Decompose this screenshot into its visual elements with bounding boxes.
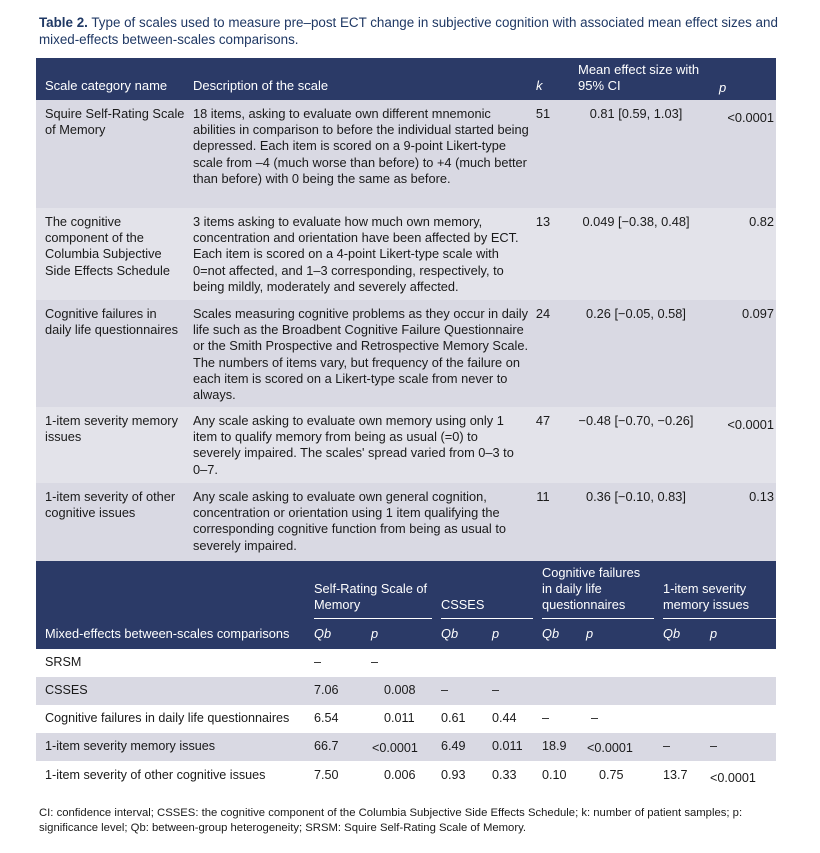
cell-value: 6.54 — [314, 711, 339, 725]
group-header-srsm: Self-Rating Scale of Memory — [314, 581, 428, 612]
cell-value: 0.006 — [384, 768, 416, 782]
scale-k: 24 — [535, 306, 551, 321]
header-effect-size: Mean effect size with 95% CI — [578, 62, 700, 93]
cell-value: 0.10 — [542, 768, 567, 782]
header-k: k — [536, 78, 543, 93]
table-row — [36, 761, 776, 789]
scale-name: The cognitive component of the Columbia Subjective Side Effects Schedule — [45, 214, 170, 278]
cell-value: – — [591, 711, 599, 725]
cell-value: – — [710, 739, 718, 753]
cell-value: 0.44 — [492, 711, 517, 725]
comparison-label: 1-item severity of other cognitive issues — [45, 768, 266, 782]
subheader-qb: Qb — [441, 626, 459, 641]
scale-description: Scales measuring cognitive problems as they occur in daily life such as the Broadbent Cognitive Failure Questionnaire or the Smith Prospective and Retrospective Memory Scale. The numbers of items vary, but frequency of the failure on each item is scored on a Likert-type scale from never to always. — [193, 306, 529, 403]
caption-label: Table 2. — [39, 15, 88, 30]
cell-value: 0.33 — [492, 768, 517, 782]
scale-description: Any scale asking to evaluate own memory using only 1 item to qualify memory from being as usual (=0) to severely impaired. The scales' spread varied from 0–3 to 0–7. — [193, 413, 514, 477]
table-row — [36, 407, 776, 483]
cell-value: – — [542, 711, 550, 725]
table-row — [36, 733, 776, 761]
group-underline — [663, 618, 776, 619]
scale-k: 47 — [535, 413, 551, 428]
scale-name: 1-item severity of other cognitive issues — [45, 489, 176, 521]
table-row — [36, 208, 776, 300]
group-header-cfq: Cognitive failures in daily life questionnaires — [542, 565, 641, 612]
group-underline — [314, 618, 432, 619]
scale-effect-size: 0.81 [0.59, 1.03] — [589, 106, 683, 121]
subheader-qb: Qb — [314, 626, 332, 641]
cell-value: 6.49 — [441, 739, 466, 753]
subheader-p: p — [586, 626, 594, 641]
table-caption — [39, 14, 784, 48]
comparisons-table-header — [36, 561, 776, 649]
subheader-qb: Qb — [542, 626, 560, 641]
cell-value: – — [441, 683, 449, 697]
caption-text: Type of scales used to measure pre–post ECT change in subjective cognition with associated mean effect sizes and mixed-effects between-scales comparisons. — [39, 15, 778, 47]
scale-name: Cognitive failures in daily life questionnaires — [45, 306, 179, 338]
header-scale-name: Scale category name — [45, 78, 168, 93]
cell-value: 13.7 — [663, 768, 688, 782]
cell-value: 7.06 — [314, 683, 339, 697]
group-underline — [441, 618, 533, 619]
comparison-label: CSSES — [45, 683, 88, 697]
cell-value: – — [492, 683, 500, 697]
scales-table — [36, 58, 776, 561]
table-row — [36, 100, 776, 208]
cell-value: 7.50 — [314, 768, 339, 782]
cell-value: – — [314, 655, 322, 669]
scale-p: <0.0001 — [727, 417, 774, 432]
comparison-label: SRSM — [45, 655, 82, 669]
cell-value: 0.61 — [441, 711, 466, 725]
scale-p: 0.13 — [749, 489, 774, 504]
table-row — [36, 300, 776, 407]
scale-effect-size: −0.48 [−0.70, −0.26] — [578, 413, 694, 428]
subheader-p: p — [371, 626, 379, 641]
scale-k: 11 — [536, 489, 550, 504]
table-row — [36, 483, 776, 561]
scale-name: Squire Self-Rating Scale of Memory — [45, 106, 185, 138]
scale-p: 0.82 — [749, 214, 774, 229]
cell-value: 0.75 — [599, 768, 624, 782]
cell-value: 0.93 — [441, 768, 466, 782]
cell-value: <0.0001 — [710, 771, 756, 785]
cell-value: <0.0001 — [372, 741, 418, 755]
scale-description: Any scale asking to evaluate own general cognition, concentration or orientation using 1 item qualifying the corresponding cognitive function from being as usual to severely impaired. — [193, 489, 506, 553]
header-description: Description of the scale — [193, 78, 329, 93]
cell-value: 0.008 — [384, 683, 416, 697]
row-header-comparisons: Mixed-effects between-scales comparisons — [45, 626, 290, 641]
subheader-p: p — [710, 626, 718, 641]
cell-value: – — [371, 655, 379, 669]
comparison-label: 1-item severity memory issues — [45, 739, 216, 753]
cell-value: – — [663, 739, 671, 753]
scale-effect-size: 0.26 [−0.05, 0.58] — [586, 306, 686, 321]
cell-value: 0.011 — [492, 739, 523, 753]
table-row — [36, 705, 776, 733]
group-header-csses: CSSES — [441, 597, 485, 612]
header-p: p — [719, 80, 727, 95]
group-underline — [542, 618, 654, 619]
group-header-1item-memory: 1-item severity memory issues — [663, 581, 750, 612]
scales-table-header — [36, 58, 776, 100]
table-row — [36, 677, 776, 705]
cell-value: <0.0001 — [587, 741, 633, 755]
table-row — [36, 649, 776, 677]
table-footnote: CI: confidence interval; CSSES: the cognitive component of the Columbia Subjective Side Effects Schedule; k: number of patient samples; p: significance level; Qb: between-group heterogeneity; SRSM: Squire Self-Rating Scale of Memory. — [39, 807, 743, 834]
comparison-label: Cognitive failures in daily life questionnaires — [45, 711, 290, 725]
scale-description: 18 items, asking to evaluate own different mnemonic abilities in comparison to before the individual started being depressed. Each item is scored on a 9-point Likert-type scale from –4 (much worse than before) to +4 (much better than before) with 0 being the same as before. — [193, 106, 529, 186]
subheader-p: p — [492, 626, 500, 641]
cell-value: 0.011 — [384, 711, 415, 725]
comparisons-table — [36, 561, 776, 789]
scale-effect-size: 0.049 [−0.38, 0.48] — [582, 214, 690, 229]
scale-k: 13 — [535, 214, 551, 229]
scale-p: 0.097 — [741, 306, 774, 321]
scale-k: 51 — [535, 106, 551, 121]
subheader-qb: Qb — [663, 626, 681, 641]
scale-description: 3 items asking to evaluate how much own memory, concentration and orientation have been affected by ECT. Each item is scored on a 4-point Likert-type scale with 0=not affected, and 1–3 corresponding, respectively, to being mildly, moderately and severely affected. — [193, 214, 519, 294]
scale-effect-size: 0.36 [−0.10, 0.83] — [586, 489, 686, 504]
cell-value: 18.9 — [542, 739, 567, 753]
cell-value: 66.7 — [314, 739, 339, 753]
scale-p: <0.0001 — [727, 110, 774, 125]
scale-name: 1-item severity memory issues — [45, 413, 178, 445]
